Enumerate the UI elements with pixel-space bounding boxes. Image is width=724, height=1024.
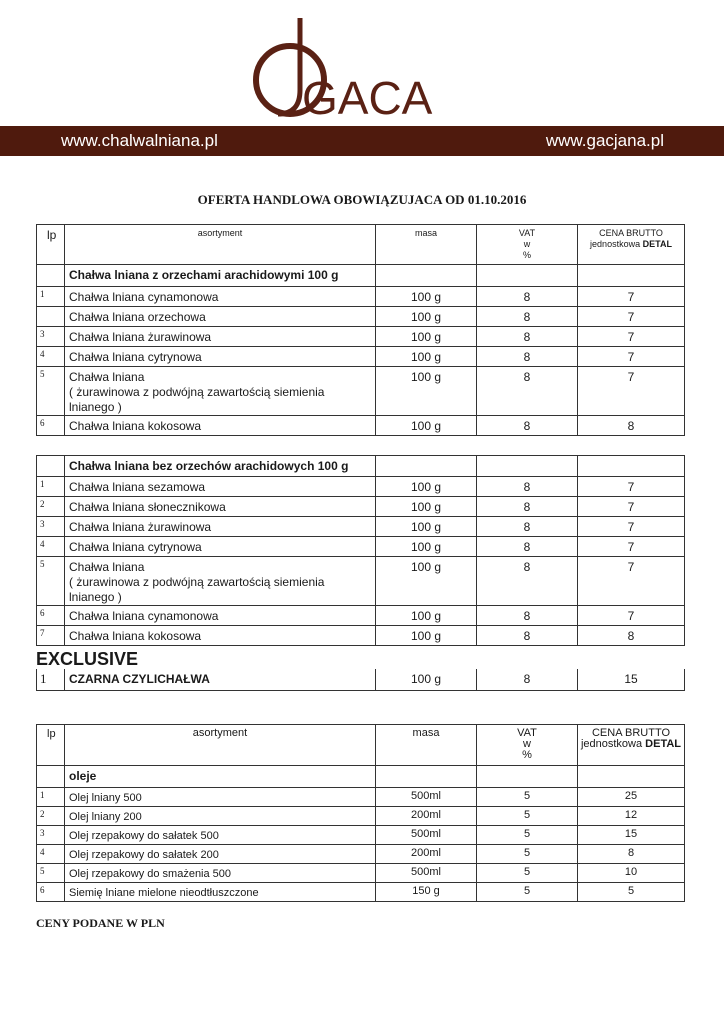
chalwalniana-link[interactable]: www.chalwalniana.pl <box>61 131 218 150</box>
row-vat: 8 <box>477 669 578 690</box>
row-masa: 500ml <box>376 826 477 845</box>
header-vat-w: w <box>523 239 531 249</box>
row-masa: 200ml <box>376 807 477 826</box>
row-name <box>65 367 376 416</box>
row-masa: 100 g <box>376 669 477 690</box>
header-masa: masa <box>376 725 477 766</box>
row-name: Chałwa lniana cytrynowa <box>65 537 376 557</box>
row-lp: 5 <box>37 864 65 883</box>
category-label: oleje <box>65 766 376 788</box>
row-name: Olej lniany 500 <box>65 788 376 807</box>
table-row <box>37 287 685 307</box>
row-name: Chałwa lniana orzechowa <box>65 307 376 327</box>
table-row <box>37 537 685 557</box>
row-name-line2: ( żurawinowa z podwójną zawartością siemienia lnianego ) <box>69 385 325 414</box>
category-label: Chałwa lniana bez orzechów arachidowych 100 g <box>65 456 376 477</box>
row-lp: 5 <box>37 557 65 606</box>
row-name: Chałwa lniana cynamonowa <box>65 606 376 626</box>
row-price: 10 <box>578 864 685 883</box>
row-price: 7 <box>578 557 685 606</box>
header-masa: masa <box>376 225 477 265</box>
oils-table <box>36 724 685 902</box>
row-vat: 8 <box>477 287 578 307</box>
row-masa: 100 g <box>376 347 477 367</box>
row-price: 5 <box>578 883 685 902</box>
category-label: Chałwa lniana z orzechami arachidowymi 100 g <box>65 265 376 287</box>
table-row <box>37 307 685 327</box>
header-lp: lp <box>37 725 65 766</box>
table-header-row <box>37 725 685 766</box>
header-price-unit: jednostkowa <box>580 738 643 750</box>
table-row <box>37 367 685 416</box>
row-masa: 100 g <box>376 537 477 557</box>
header-vat-pct: % <box>522 250 531 260</box>
row-name: Chałwa lniana sezamowa <box>65 477 376 497</box>
row-lp: 7 <box>37 626 65 646</box>
row-vat: 8 <box>477 606 578 626</box>
row-vat: 8 <box>477 626 578 646</box>
table-row <box>37 626 685 646</box>
row-lp: 4 <box>37 845 65 864</box>
header-lp: lp <box>37 225 65 265</box>
row-name: Chałwa lniana kokosowa <box>65 626 376 646</box>
row-price: 7 <box>578 367 685 416</box>
table-row <box>37 477 685 497</box>
row-lp <box>37 307 65 327</box>
row-vat: 8 <box>477 367 578 416</box>
row-name: Chałwa lniana kokosowa <box>65 416 376 436</box>
row-price: 8 <box>578 416 685 436</box>
row-vat: 8 <box>477 347 578 367</box>
row-lp: 3 <box>37 327 65 347</box>
row-masa: 100 g <box>376 606 477 626</box>
header-asortyment: asortyment <box>65 725 376 766</box>
currency-note: CENY PODANE W PLN <box>36 916 165 930</box>
row-name-line1: Chałwa lniana <box>69 370 145 384</box>
table-row <box>37 807 685 826</box>
row-vat: 8 <box>477 477 578 497</box>
row-price: 25 <box>578 788 685 807</box>
table-row <box>37 864 685 883</box>
header-price-detal: DETAL <box>642 239 672 249</box>
row-price: 7 <box>578 497 685 517</box>
brand-name: GACA <box>302 72 433 118</box>
row-name: Olej rzepakowy do sałatek 500 <box>65 826 376 845</box>
row-lp: 3 <box>37 517 65 537</box>
header-vat <box>477 725 578 766</box>
row-masa: 100 g <box>376 497 477 517</box>
header-vat <box>477 225 578 265</box>
row-masa: 100 g <box>376 416 477 436</box>
row-price: 7 <box>578 307 685 327</box>
row-lp: 4 <box>37 347 65 367</box>
row-vat: 5 <box>477 788 578 807</box>
row-price: 7 <box>578 327 685 347</box>
table-row <box>37 883 685 902</box>
row-vat: 8 <box>477 327 578 347</box>
row-name: Olej lniany 200 <box>65 807 376 826</box>
row-price: 7 <box>578 347 685 367</box>
row-masa: 500ml <box>376 788 477 807</box>
header-price-detal: DETAL <box>645 738 682 750</box>
category-row <box>37 456 685 477</box>
row-masa: 100 g <box>376 557 477 606</box>
row-masa: 100 g <box>376 626 477 646</box>
row-price: 15 <box>578 826 685 845</box>
row-vat: 8 <box>477 557 578 606</box>
row-name: Olej rzepakowy do sałatek 200 <box>65 845 376 864</box>
row-lp: 4 <box>37 537 65 557</box>
row-price: 15 <box>578 669 685 690</box>
table-row <box>37 606 685 626</box>
row-lp: 6 <box>37 606 65 626</box>
gacjana-link[interactable]: www.gacjana.pl <box>545 131 664 150</box>
row-vat: 5 <box>477 845 578 864</box>
table-row <box>37 826 685 845</box>
gaca-logo-mark <box>250 18 470 118</box>
row-lp: 5 <box>37 367 65 416</box>
row-price: 8 <box>578 845 685 864</box>
row-lp: 1 <box>37 477 65 497</box>
row-lp: 2 <box>37 497 65 517</box>
row-lp: 1 <box>37 788 65 807</box>
header-price <box>578 225 685 265</box>
row-lp: 6 <box>37 416 65 436</box>
row-price: 12 <box>578 807 685 826</box>
table-row <box>37 845 685 864</box>
halva-table-nut-free <box>36 455 685 646</box>
offer-title: OFERTA HANDLOWA OBOWIĄZUJACA OD 01.10.2016 <box>197 192 527 207</box>
section1-rows <box>37 287 685 436</box>
table-row <box>37 416 685 436</box>
row-lp: 2 <box>37 807 65 826</box>
row-vat: 8 <box>477 517 578 537</box>
row-price: 7 <box>578 517 685 537</box>
header-price-label: CENA BRUTTO <box>599 228 663 238</box>
header-price <box>578 725 685 766</box>
row-price: 7 <box>578 287 685 307</box>
table-header-row <box>37 225 685 265</box>
header-price-label: CENA BRUTTO <box>591 727 671 739</box>
row-masa: 100 g <box>376 307 477 327</box>
row-name: Chałwa lniana cynamonowa <box>65 287 376 307</box>
section2-rows <box>37 477 685 646</box>
row-vat: 8 <box>477 537 578 557</box>
row-vat: 5 <box>477 864 578 883</box>
row-masa: 100 g <box>376 517 477 537</box>
halva-table-peanut <box>36 224 685 436</box>
section3-rows <box>37 788 685 902</box>
header-asortyment: asortyment <box>65 225 376 265</box>
row-masa: 100 g <box>376 287 477 307</box>
row-lp: 6 <box>37 883 65 902</box>
exclusive-table <box>36 669 685 691</box>
row-vat: 5 <box>477 826 578 845</box>
table-row <box>37 327 685 347</box>
row-name: Chałwa lniana słonecznikowa <box>65 497 376 517</box>
row-lp: 1 <box>37 669 65 690</box>
row-name <box>65 557 376 606</box>
row-lp: 3 <box>37 826 65 845</box>
category-row <box>37 265 685 287</box>
row-price: 7 <box>578 477 685 497</box>
exclusive-heading: EXCLUSIVE <box>36 649 139 669</box>
row-lp: 1 <box>37 287 65 307</box>
row-name-line2: ( żurawinowa z podwójną zawartością siemienia lnianego ) <box>69 575 325 604</box>
header-vat-label: VAT <box>518 228 536 238</box>
row-masa: 200ml <box>376 845 477 864</box>
row-vat: 5 <box>477 883 578 902</box>
table-row <box>37 347 685 367</box>
table-row <box>37 669 685 690</box>
row-vat: 8 <box>477 307 578 327</box>
row-masa: 150 g <box>376 883 477 902</box>
header-price-unit: jednostkowa <box>590 239 641 249</box>
row-name: Chałwa lniana cytrynowa <box>65 347 376 367</box>
row-masa: 100 g <box>376 477 477 497</box>
row-name: Olej rzepakowy do smażenia 500 <box>65 864 376 883</box>
row-vat: 5 <box>477 807 578 826</box>
row-vat: 8 <box>477 416 578 436</box>
row-masa: 500ml <box>376 864 477 883</box>
header-vat-label: VAT <box>517 727 537 739</box>
row-name: CZARNA CZYLICHAŁWA <box>65 669 376 690</box>
table-row <box>37 557 685 606</box>
row-name: Chałwa lniana żurawinowa <box>65 327 376 347</box>
row-price: 7 <box>578 606 685 626</box>
row-name: Chałwa lniana żurawinowa <box>65 517 376 537</box>
category-row <box>37 766 685 788</box>
header-vat-w: w <box>523 738 531 750</box>
row-price: 7 <box>578 537 685 557</box>
row-name: Siemię lniane mielone nieodtłuszczone <box>65 883 376 902</box>
row-masa: 100 g <box>376 367 477 416</box>
table-row <box>37 517 685 537</box>
row-vat: 8 <box>477 497 578 517</box>
table-row <box>37 497 685 517</box>
table-row <box>37 788 685 807</box>
row-masa: 100 g <box>376 327 477 347</box>
row-price: 8 <box>578 626 685 646</box>
row-name-line1: Chałwa lniana <box>69 560 145 574</box>
header-vat-pct: % <box>522 749 532 761</box>
url-banner <box>0 126 724 156</box>
gaca-logo <box>250 18 470 118</box>
